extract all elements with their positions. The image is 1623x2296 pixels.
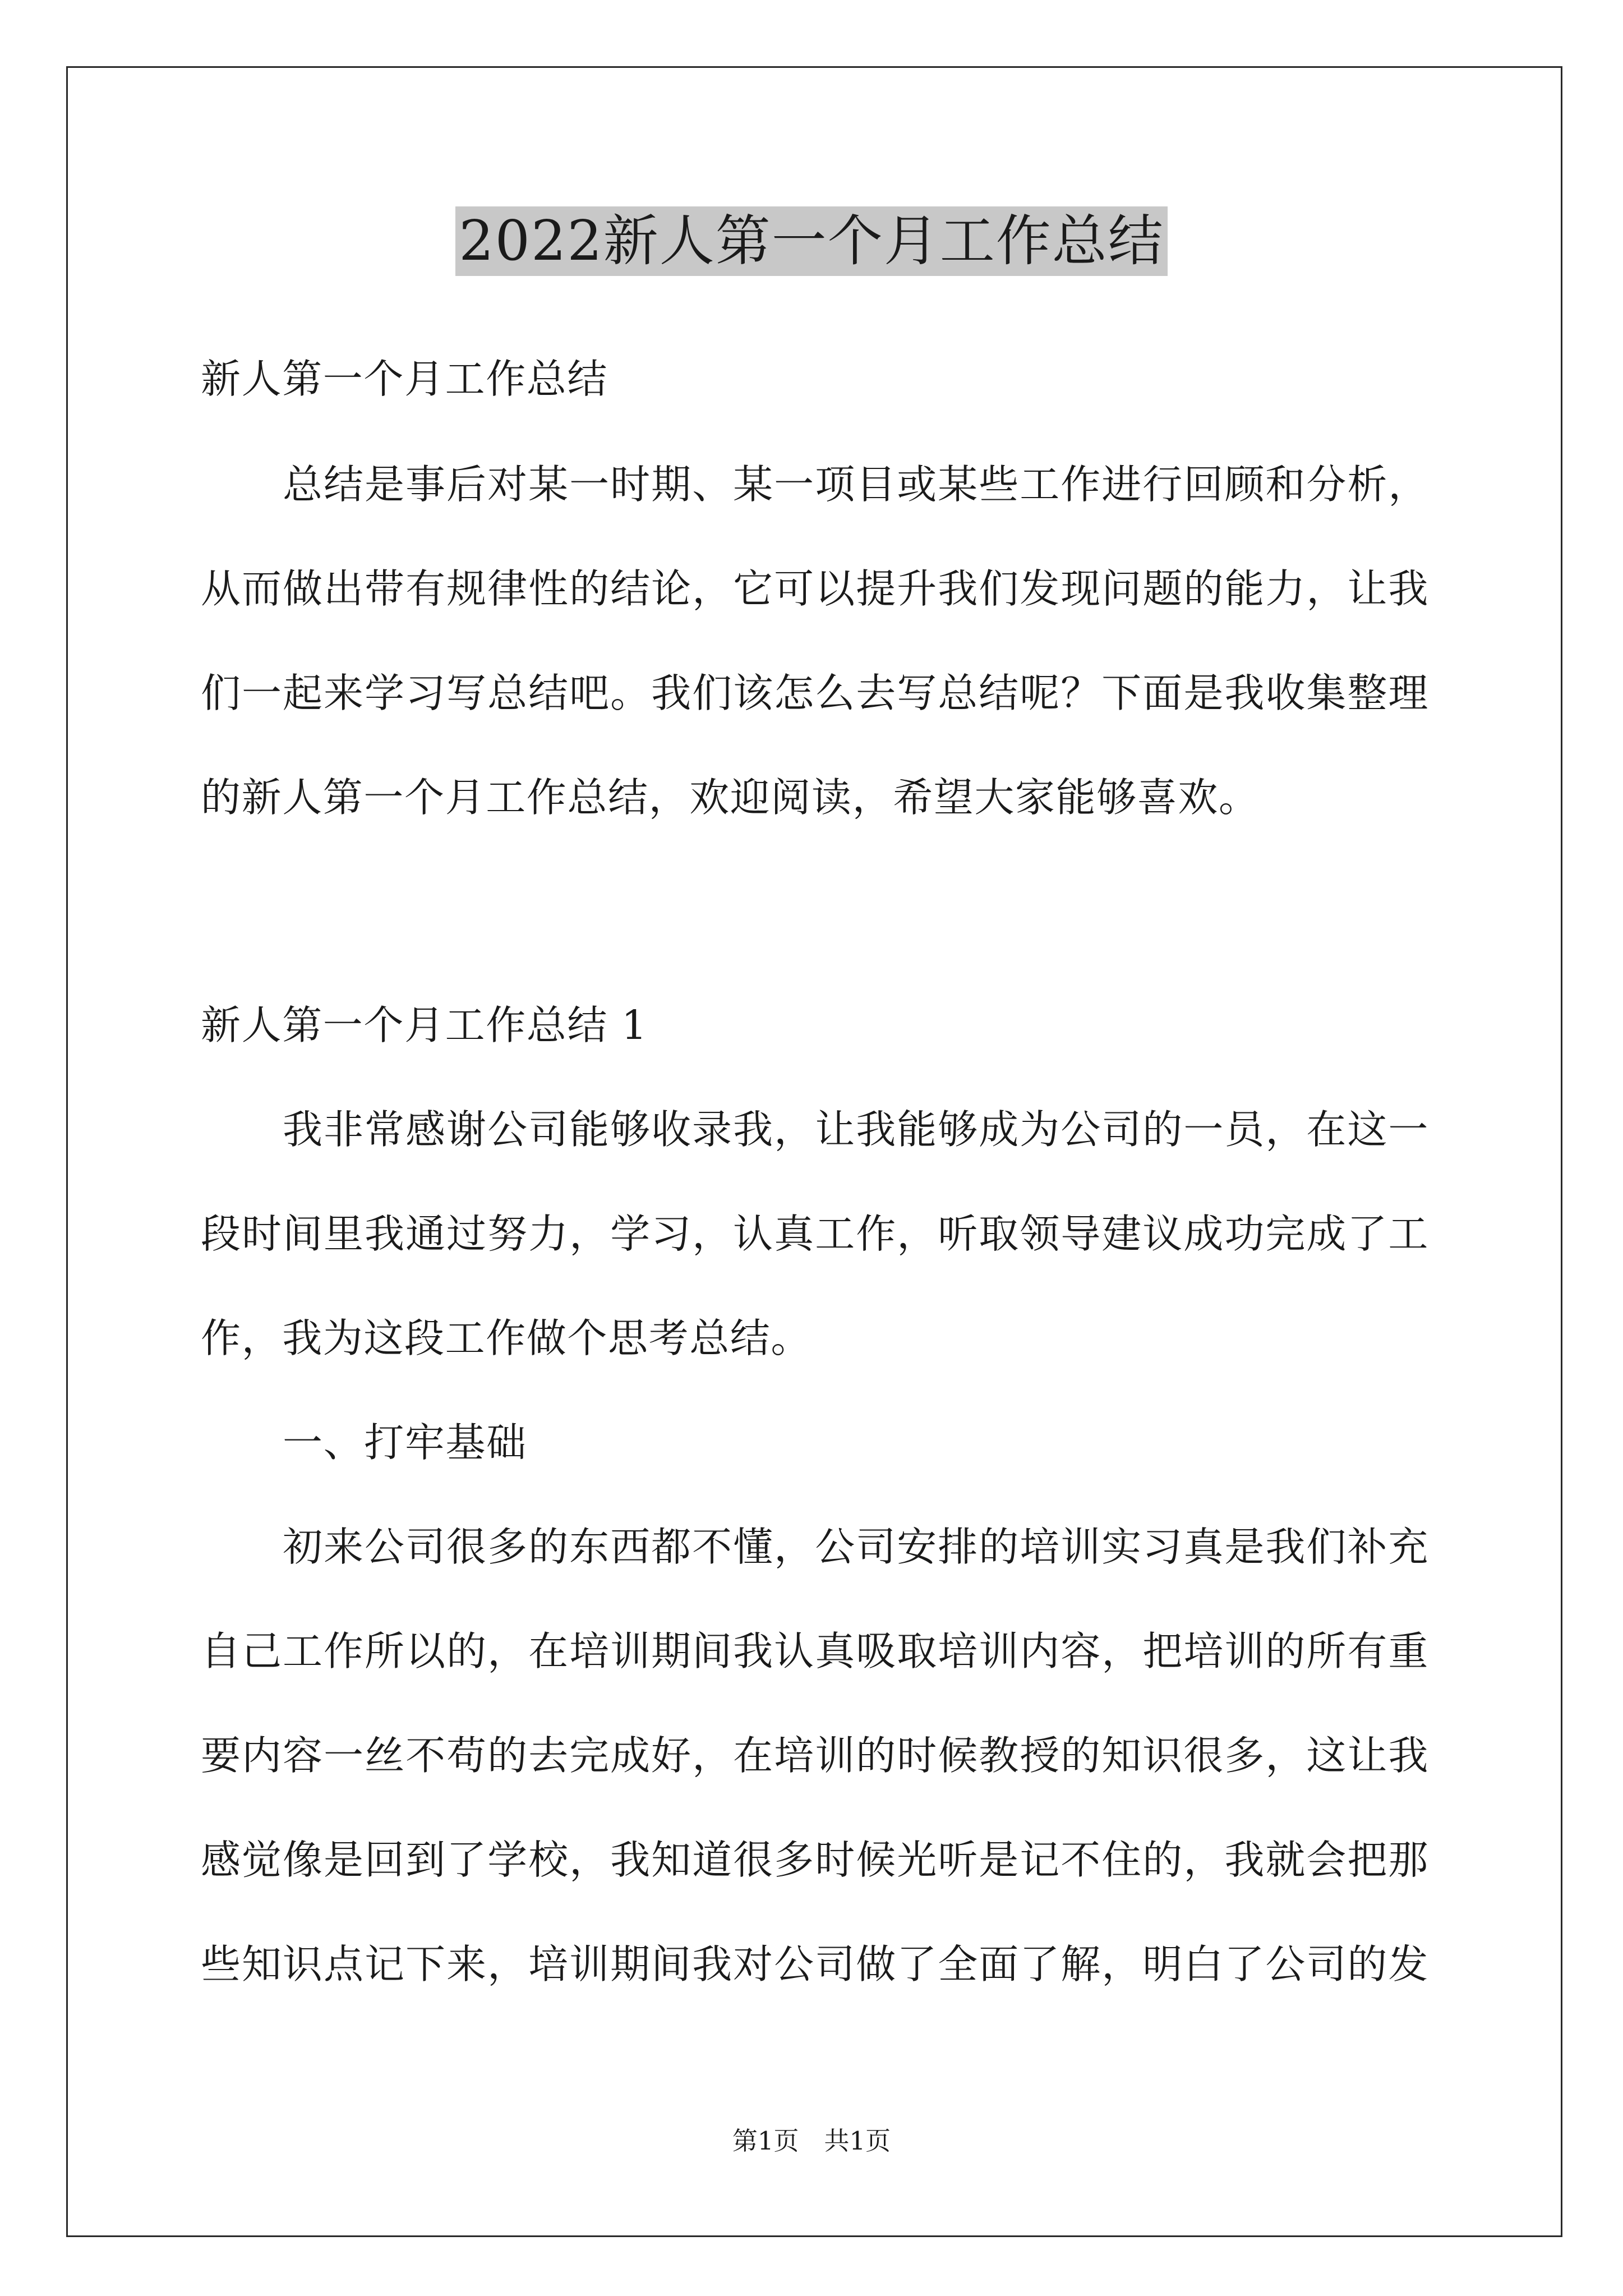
- paragraph-line: 些知识点记下来，培训期间我对公司做了全面了解，明白了公司的发: [201, 1941, 1429, 1987]
- section-title: 新人第一个月工作总结 1: [201, 1002, 648, 1048]
- paragraph-line: 的新人第一个月工作总结，欢迎阅读，希望大家能够喜欢。: [201, 774, 1260, 821]
- subtitle: 新人第一个月工作总结: [201, 356, 608, 402]
- section-heading: 一、打牢基础: [283, 1419, 527, 1466]
- paragraph-line: 感觉像是回到了学校，我知道很多时候光听是记不住的，我就会把那: [201, 1837, 1429, 1883]
- document-title: [0, 206, 1623, 276]
- paragraph-line: 初来公司很多的东西都不懂，公司安排的培训实习真是我们补充: [283, 1524, 1429, 1570]
- paragraph-line: 要内容一丝不苟的去完成好，在培训的时候教授的知识很多，这让我: [201, 1732, 1429, 1779]
- paragraph-line: 从而做出带有规律性的结论，它可以提升我们发现问题的能力，让我: [201, 565, 1429, 612]
- paragraph-line: 我非常感谢公司能够收录我，让我能够成为公司的一员，在这一: [283, 1106, 1429, 1153]
- paragraph-line: 作，我为这段工作做个思考总结。: [201, 1315, 812, 1361]
- paragraph-line: 总结是事后对某一时期、某一项目或某些工作进行回顾和分析，: [283, 461, 1429, 508]
- paragraph-line: 们一起来学习写总结吧。我们该怎么去写总结呢？下面是我收集整理: [201, 670, 1429, 716]
- page-footer: 第1页 共1页: [732, 2126, 891, 2156]
- paragraph-line: 段时间里我通过努力，学习，认真工作，听取领导建议成功完成了工: [201, 1211, 1429, 1257]
- document-title-text: 2022新人第一个月工作总结: [455, 206, 1167, 276]
- paragraph-line: 自己工作所以的，在培训期间我认真吸取培训内容，把培训的所有重: [201, 1628, 1429, 1674]
